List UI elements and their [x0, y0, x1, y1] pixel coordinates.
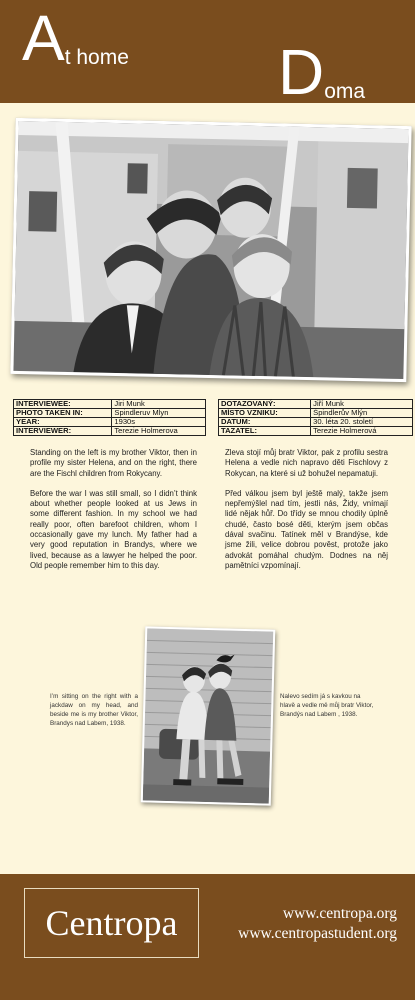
story-paragraph: Standing on the left is my brother Viktor, then in profile my sister Helena, and on the right, there are the Fischl children from Rokycany. — [30, 448, 197, 478]
photo-caption-czech: Nalevo sedím já s kavkou na hlavě a vedle mě můj bratr Viktor, Brandýs nad Labem , 1938. — [280, 693, 374, 718]
info-value: Terezie Holmerová — [311, 427, 413, 436]
title-english-rest: t home — [64, 46, 129, 69]
photo-boys-with-jackdaw — [141, 626, 276, 805]
info-row — [14, 427, 206, 436]
centropastudent-url[interactable]: www.centropastudent.org — [238, 925, 397, 942]
title-english — [22, 2, 129, 74]
interview-info-czech — [218, 399, 413, 436]
title-english-initial: A — [22, 2, 65, 74]
story-paragraph: Before the war I was still small, so I didn’t think about whether people looked at us Jews in some different fashion. In my school we had really poor, often barefoot children, whom I occasionally gave my lunch. My father had a very good reputation in Brandys, where we lived, because as a lawyer he helped the poor. Old people remember him to this day. — [30, 488, 197, 570]
info-label: YEAR: — [14, 418, 112, 427]
info-label: DATUM: — [219, 418, 311, 427]
photo-caption-english: I’m sitting on the right with a jackdaw on my head, and beside me is my brother Viktor, Brandys nad Labem, 1938. — [50, 693, 138, 727]
info-label: MÍSTO VZNIKU: — [219, 409, 311, 418]
story-paragraph: Před válkou jsem byl ještě malý, takže jsem nepřemýšlel nad tím, jestli nás, Židy, vnímají lidé nějak hůř. Do třídy se mnou chodily úplně chudé, často bosé děti, kterým jsem občas dával svačinu. Tatínek měl v Brandýse, kde jsme žili, velice dobrou pověst, protože jako advokát pomáhal chudým. Dodnes na něj pamětníci vzpomínají. — [225, 488, 388, 570]
main-photo-children — [10, 118, 411, 382]
story-paragraph: Zleva stojí můj bratr Viktor, pak z profilu sestra Helena a vedle nich napravo děti Fischlovy z Rokycan, na které si už bohužel nepamatuji. — [225, 448, 388, 478]
centropa-logo: Centropa — [24, 888, 199, 958]
info-value: Terezie Holmerova — [112, 427, 206, 436]
info-row — [14, 409, 206, 418]
info-value: Jiří Munk — [311, 400, 413, 409]
title-czech-initial: D — [278, 36, 325, 108]
info-value: 30. léta 20. století — [311, 418, 413, 427]
interview-info-english — [13, 399, 206, 436]
info-label: TAZATEL: — [219, 427, 311, 436]
story-text-english — [30, 448, 197, 581]
title-czech-rest: oma — [324, 80, 366, 103]
info-label: DOTAZOVANÝ: — [219, 400, 311, 409]
info-row — [219, 427, 413, 436]
title-czech — [278, 36, 366, 108]
info-value: Špindlerův Mlýn — [311, 409, 413, 418]
centropa-url[interactable]: www.centropa.org — [282, 905, 397, 922]
info-value: Spindleruv Mlyn — [112, 409, 206, 418]
info-label: PHOTO TAKEN IN: — [14, 409, 112, 418]
info-label: INTERVIEWER: — [14, 427, 112, 436]
photo-boys-image — [143, 628, 273, 803]
info-label: INTERVIEWEE: — [14, 400, 112, 409]
main-photo-image — [13, 121, 408, 379]
story-text-czech — [225, 448, 388, 581]
info-value: 1930s — [112, 418, 206, 427]
info-value: Jiri Munk — [112, 400, 206, 409]
